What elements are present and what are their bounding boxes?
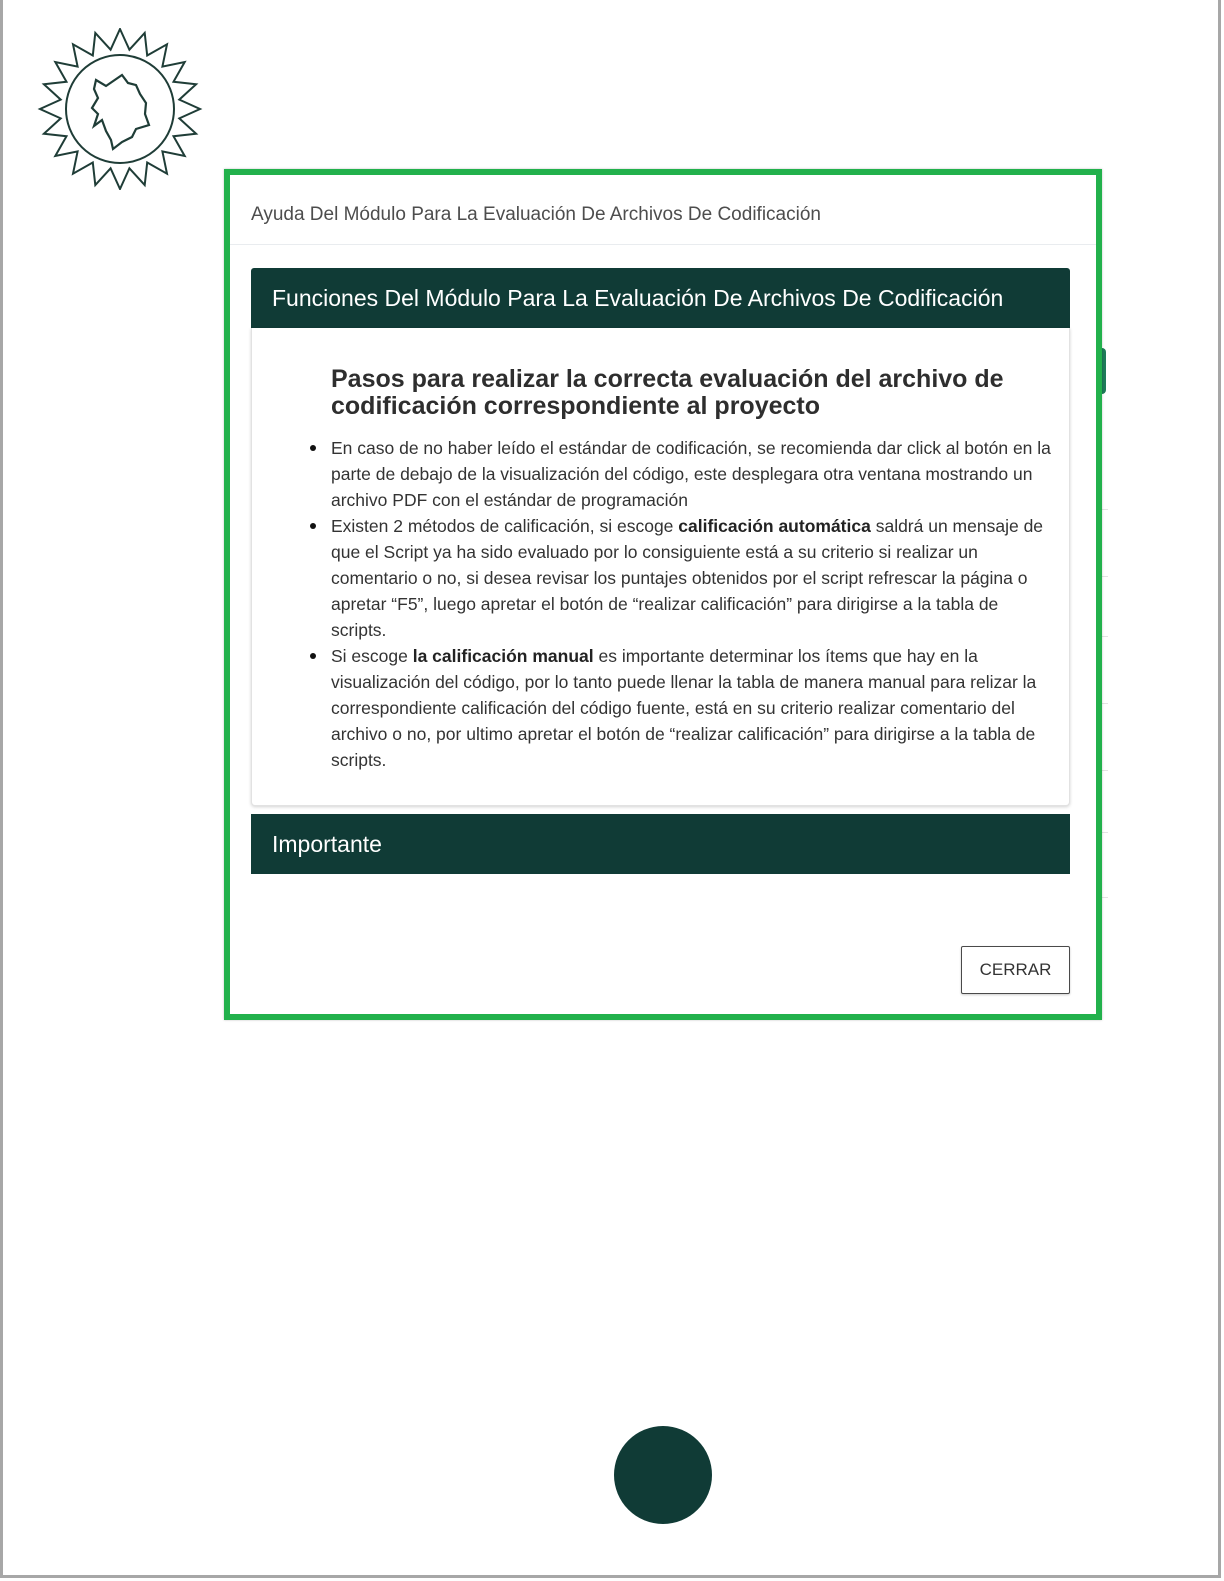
item-text-post: saldrá un mensaje de que el Script ya ha sido evaluado por lo consiguiente está a su criterio si realizar un comentario o no, si desea revisar los puntajes obtenidos por el script refrescar la página o apretar “F5”, luego apretar el botón de “realizar calificación” para dirigirse a la tabla de scripts. xyxy=(331,516,1044,640)
steps-list xyxy=(331,435,1053,773)
functions-card-header[interactable]: Funciones Del Módulo Para La Evaluación De Archivos De Codificación xyxy=(251,268,1070,328)
important-card-header[interactable]: Importante xyxy=(251,814,1070,874)
list-item xyxy=(331,513,1053,643)
sun-map-logo-icon xyxy=(36,28,204,190)
item-text-pre: Existen 2 métodos de calificación, si escoge xyxy=(331,516,679,536)
item-text-bold: la calificación manual xyxy=(412,646,594,666)
modal-title: Ayuda Del Módulo Para La Evaluación De Archivos De Codificación xyxy=(251,204,821,225)
functions-card xyxy=(251,268,1070,806)
item-text-bold: calificación automática xyxy=(678,516,871,536)
help-modal xyxy=(224,169,1102,1020)
item-text-post: es importante determinar los ítems que hay en la visualización del código, por lo tanto puede llenar la tabla de manera manual para relizar la correspondiente calificación del código fuente, está en su criterio realizar comentario del archivo o no, por ultimo apretar el botón de “realizar calificación” para dirigirse a la tabla de scripts. xyxy=(331,646,1037,770)
list-item xyxy=(331,643,1053,773)
item-text: En caso de no haber leído el estándar de codificación, se recomienda dar click al botón en la parte de debajo de la visualización del código, este desplegara otra ventana mostrando un archivo PDF con el estándar de programación xyxy=(331,438,1051,510)
important-card xyxy=(251,814,1070,874)
functions-card-body xyxy=(251,328,1070,806)
modal-header xyxy=(230,175,1096,245)
close-button[interactable]: CERRAR xyxy=(961,946,1070,994)
steps-heading: Pasos para realizar la correcta evaluación del archivo de codificación correspondiente al proyecto xyxy=(331,365,1004,420)
list-item xyxy=(331,435,1053,513)
item-text-pre: Si escoge xyxy=(331,646,413,666)
floating-action-button[interactable] xyxy=(614,1426,712,1524)
